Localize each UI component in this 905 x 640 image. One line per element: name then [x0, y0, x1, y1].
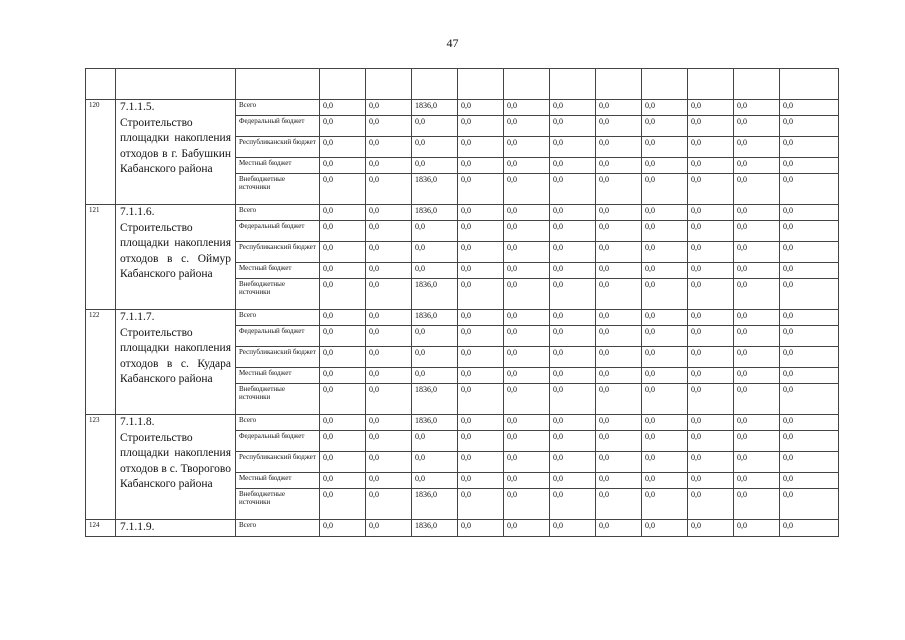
value-cell: 0,0 [642, 326, 688, 347]
measure-description: Строительство площадки накопления отходов в с. Творогово Кабанского района [120, 431, 231, 490]
value-cell: 0,0 [688, 263, 734, 279]
value-cell: 0,0 [688, 158, 734, 174]
value-cell: 0,0 [320, 158, 366, 174]
value-cell: 0,0 [550, 347, 596, 368]
value-cell: 0,0 [780, 520, 839, 537]
value-cell: 1836,0 [412, 489, 458, 520]
value-cell: 0,0 [504, 205, 550, 221]
funding-source: Местный бюджет [236, 368, 320, 384]
value-cell: 0,0 [412, 221, 458, 242]
value-cell: 0,0 [504, 368, 550, 384]
measure-name [116, 205, 236, 310]
value-cell: 0,0 [320, 368, 366, 384]
value-cell: 0,0 [688, 100, 734, 116]
value-cell: 0,0 [734, 384, 780, 415]
value-cell: 0,0 [642, 520, 688, 537]
value-cell: 0,0 [550, 116, 596, 137]
measure-code: 7.1.1.6. [120, 206, 155, 218]
funding-source: Внебюджетные источники [236, 384, 320, 415]
funding-source: Федеральный бюджет [236, 326, 320, 347]
value-cell: 0,0 [734, 279, 780, 310]
value-cell: 0,0 [412, 473, 458, 489]
value-cell: 0,0 [458, 263, 504, 279]
value-cell: 0,0 [688, 326, 734, 347]
value-cell: 0,0 [504, 100, 550, 116]
value-cell: 0,0 [320, 137, 366, 158]
value-cell: 0,0 [550, 174, 596, 205]
value-cell: 0,0 [688, 452, 734, 473]
value-cell: 0,0 [412, 263, 458, 279]
value-cell: 0,0 [734, 368, 780, 384]
value-cell: 0,0 [458, 174, 504, 205]
value-cell: 0,0 [504, 452, 550, 473]
funding-source: Федеральный бюджет [236, 116, 320, 137]
value-cell: 0,0 [412, 452, 458, 473]
value-cell: 0,0 [504, 310, 550, 326]
table-header-row [86, 69, 839, 100]
funding-source: Федеральный бюджет [236, 431, 320, 452]
value-cell: 0,0 [412, 368, 458, 384]
value-cell: 0,0 [366, 384, 412, 415]
value-cell: 0,0 [780, 205, 839, 221]
value-cell: 0,0 [550, 205, 596, 221]
header-cell [596, 69, 642, 100]
value-cell: 0,0 [642, 368, 688, 384]
value-cell: 0,0 [366, 473, 412, 489]
value-cell: 0,0 [320, 415, 366, 431]
value-cell: 0,0 [366, 310, 412, 326]
value-cell: 1836,0 [412, 520, 458, 537]
value-cell: 0,0 [780, 368, 839, 384]
value-cell: 1836,0 [412, 174, 458, 205]
value-cell: 0,0 [320, 431, 366, 452]
value-cell: 0,0 [412, 137, 458, 158]
value-cell: 1836,0 [412, 415, 458, 431]
value-cell: 0,0 [688, 137, 734, 158]
value-cell: 0,0 [642, 452, 688, 473]
header-cell [412, 69, 458, 100]
value-cell: 0,0 [366, 347, 412, 368]
value-cell: 0,0 [458, 279, 504, 310]
value-cell: 0,0 [504, 137, 550, 158]
value-cell: 0,0 [320, 310, 366, 326]
measure-code: 7.1.1.9. [120, 521, 155, 533]
value-cell: 0,0 [320, 263, 366, 279]
value-cell: 0,0 [458, 221, 504, 242]
value-cell: 0,0 [688, 520, 734, 537]
value-cell: 0,0 [780, 137, 839, 158]
value-cell: 0,0 [688, 205, 734, 221]
value-cell: 0,0 [550, 489, 596, 520]
value-cell: 1836,0 [412, 100, 458, 116]
value-cell: 0,0 [504, 221, 550, 242]
value-cell: 0,0 [458, 452, 504, 473]
value-cell: 0,0 [550, 415, 596, 431]
value-cell: 0,0 [780, 158, 839, 174]
value-cell: 0,0 [596, 452, 642, 473]
value-cell: 0,0 [458, 116, 504, 137]
funding-source: Республиканский бюджет [236, 242, 320, 263]
value-cell: 0,0 [596, 384, 642, 415]
value-cell: 0,0 [642, 221, 688, 242]
value-cell: 0,0 [596, 368, 642, 384]
value-cell: 0,0 [412, 242, 458, 263]
value-cell: 0,0 [688, 489, 734, 520]
measure-name [116, 100, 236, 205]
value-cell: 0,0 [642, 431, 688, 452]
measure-code: 7.1.1.5. [120, 101, 155, 113]
value-cell: 0,0 [366, 137, 412, 158]
value-cell: 0,0 [550, 242, 596, 263]
table-row [86, 310, 839, 326]
value-cell: 0,0 [504, 158, 550, 174]
table-row [86, 100, 839, 116]
value-cell: 0,0 [688, 116, 734, 137]
value-cell: 0,0 [734, 100, 780, 116]
value-cell: 0,0 [596, 205, 642, 221]
header-cell [550, 69, 596, 100]
value-cell: 0,0 [734, 347, 780, 368]
value-cell: 0,0 [320, 174, 366, 205]
value-cell: 0,0 [642, 473, 688, 489]
value-cell: 0,0 [366, 279, 412, 310]
header-cell [458, 69, 504, 100]
value-cell: 1836,0 [412, 279, 458, 310]
value-cell: 0,0 [458, 137, 504, 158]
value-cell: 0,0 [734, 415, 780, 431]
value-cell: 0,0 [596, 326, 642, 347]
measure-description: Строительство площадки накопления отходов в с. Оймур Кабанского района [120, 221, 231, 280]
value-cell: 0,0 [734, 473, 780, 489]
value-cell: 0,0 [458, 310, 504, 326]
header-cell [366, 69, 412, 100]
value-cell: 0,0 [734, 263, 780, 279]
value-cell: 0,0 [320, 347, 366, 368]
value-cell: 0,0 [596, 174, 642, 205]
value-cell: 0,0 [458, 520, 504, 537]
value-cell: 0,0 [596, 100, 642, 116]
value-cell: 0,0 [642, 242, 688, 263]
header-cell [734, 69, 780, 100]
value-cell: 0,0 [642, 100, 688, 116]
value-cell: 0,0 [550, 520, 596, 537]
value-cell: 0,0 [596, 310, 642, 326]
value-cell: 0,0 [458, 431, 504, 452]
value-cell: 0,0 [458, 242, 504, 263]
value-cell: 0,0 [504, 263, 550, 279]
value-cell: 1836,0 [412, 205, 458, 221]
value-cell: 0,0 [596, 116, 642, 137]
value-cell: 0,0 [596, 242, 642, 263]
value-cell: 0,0 [504, 116, 550, 137]
value-cell: 0,0 [550, 100, 596, 116]
value-cell: 0,0 [596, 221, 642, 242]
value-cell: 0,0 [780, 116, 839, 137]
measure-code: 7.1.1.8. [120, 416, 155, 428]
value-cell: 0,0 [780, 310, 839, 326]
value-cell: 0,0 [550, 310, 596, 326]
value-cell: 0,0 [596, 520, 642, 537]
funding-source: Внебюджетные источники [236, 174, 320, 205]
value-cell: 0,0 [688, 368, 734, 384]
value-cell: 0,0 [688, 221, 734, 242]
value-cell: 0,0 [780, 326, 839, 347]
table-row [86, 205, 839, 221]
row-number: 124 [86, 520, 116, 537]
value-cell: 0,0 [734, 489, 780, 520]
value-cell: 0,0 [780, 221, 839, 242]
value-cell: 0,0 [366, 489, 412, 520]
header-cell [780, 69, 839, 100]
value-cell: 0,0 [642, 384, 688, 415]
value-cell: 0,0 [780, 489, 839, 520]
value-cell: 0,0 [596, 137, 642, 158]
value-cell: 0,0 [642, 137, 688, 158]
value-cell: 0,0 [688, 279, 734, 310]
value-cell: 0,0 [734, 137, 780, 158]
value-cell: 0,0 [366, 520, 412, 537]
value-cell: 0,0 [688, 473, 734, 489]
value-cell: 0,0 [734, 452, 780, 473]
value-cell: 0,0 [688, 347, 734, 368]
value-cell: 0,0 [504, 242, 550, 263]
value-cell: 0,0 [412, 347, 458, 368]
value-cell: 0,0 [504, 520, 550, 537]
value-cell: 0,0 [550, 452, 596, 473]
value-cell: 0,0 [320, 489, 366, 520]
value-cell: 0,0 [550, 263, 596, 279]
value-cell: 0,0 [320, 473, 366, 489]
value-cell: 0,0 [734, 174, 780, 205]
value-cell: 1836,0 [412, 384, 458, 415]
funding-source: Всего [236, 520, 320, 537]
value-cell: 0,0 [366, 368, 412, 384]
funding-source: Местный бюджет [236, 263, 320, 279]
value-cell: 0,0 [780, 473, 839, 489]
row-number: 121 [86, 205, 116, 310]
value-cell: 0,0 [642, 263, 688, 279]
funding-source: Внебюджетные источники [236, 279, 320, 310]
value-cell: 0,0 [642, 116, 688, 137]
value-cell: 0,0 [550, 473, 596, 489]
value-cell: 0,0 [780, 347, 839, 368]
value-cell: 0,0 [734, 205, 780, 221]
value-cell: 0,0 [780, 279, 839, 310]
value-cell: 0,0 [596, 347, 642, 368]
value-cell: 0,0 [412, 158, 458, 174]
row-number: 122 [86, 310, 116, 415]
value-cell: 0,0 [320, 279, 366, 310]
value-cell: 0,0 [550, 384, 596, 415]
value-cell: 0,0 [688, 242, 734, 263]
row-number: 123 [86, 415, 116, 520]
value-cell: 0,0 [596, 489, 642, 520]
value-cell: 0,0 [366, 431, 412, 452]
value-cell: 0,0 [366, 263, 412, 279]
value-cell: 0,0 [458, 158, 504, 174]
value-cell: 0,0 [734, 116, 780, 137]
measure-name [116, 415, 236, 520]
value-cell: 0,0 [458, 326, 504, 347]
value-cell: 0,0 [596, 263, 642, 279]
value-cell: 0,0 [688, 174, 734, 205]
value-cell: 0,0 [688, 415, 734, 431]
value-cell: 0,0 [458, 347, 504, 368]
table-row [86, 520, 839, 537]
value-cell: 0,0 [642, 158, 688, 174]
value-cell: 0,0 [550, 279, 596, 310]
value-cell: 0,0 [780, 242, 839, 263]
value-cell: 0,0 [458, 100, 504, 116]
measure-description: Строительство площадки накопления отходов в с. Кудара Кабанского района [120, 326, 231, 385]
value-cell: 0,0 [320, 384, 366, 415]
funding-source: Республиканский бюджет [236, 137, 320, 158]
value-cell: 0,0 [780, 415, 839, 431]
value-cell: 0,0 [734, 431, 780, 452]
value-cell: 0,0 [734, 242, 780, 263]
header-cell [688, 69, 734, 100]
value-cell: 0,0 [642, 347, 688, 368]
value-cell: 0,0 [458, 489, 504, 520]
value-cell: 0,0 [458, 415, 504, 431]
budget-table [85, 68, 839, 537]
value-cell: 0,0 [320, 452, 366, 473]
header-cell [236, 69, 320, 100]
value-cell: 0,0 [412, 431, 458, 452]
row-number: 120 [86, 100, 116, 205]
value-cell: 0,0 [504, 489, 550, 520]
value-cell: 0,0 [688, 310, 734, 326]
value-cell: 0,0 [688, 384, 734, 415]
header-cell [504, 69, 550, 100]
value-cell: 0,0 [780, 174, 839, 205]
value-cell: 0,0 [780, 100, 839, 116]
value-cell: 0,0 [780, 431, 839, 452]
value-cell: 0,0 [458, 384, 504, 415]
value-cell: 0,0 [412, 326, 458, 347]
value-cell: 0,0 [366, 326, 412, 347]
value-cell: 0,0 [412, 116, 458, 137]
value-cell: 0,0 [366, 221, 412, 242]
value-cell: 0,0 [504, 174, 550, 205]
value-cell: 0,0 [504, 384, 550, 415]
value-cell: 0,0 [366, 174, 412, 205]
page-number: 47 [446, 36, 459, 50]
measure-description: Строительство площадки накопления отходов в г. Бабушкин Кабанского района [120, 116, 231, 175]
value-cell: 0,0 [458, 473, 504, 489]
value-cell: 1836,0 [412, 310, 458, 326]
value-cell: 0,0 [734, 520, 780, 537]
value-cell: 0,0 [366, 100, 412, 116]
value-cell: 0,0 [366, 452, 412, 473]
header-cell [642, 69, 688, 100]
value-cell: 0,0 [550, 137, 596, 158]
funding-source: Республиканский бюджет [236, 347, 320, 368]
value-cell: 0,0 [780, 452, 839, 473]
value-cell: 0,0 [366, 205, 412, 221]
funding-source: Местный бюджет [236, 473, 320, 489]
value-cell: 0,0 [550, 326, 596, 347]
value-cell: 0,0 [504, 431, 550, 452]
value-cell: 0,0 [504, 326, 550, 347]
value-cell: 0,0 [366, 242, 412, 263]
value-cell: 0,0 [366, 415, 412, 431]
funding-source: Республиканский бюджет [236, 452, 320, 473]
value-cell: 0,0 [734, 221, 780, 242]
value-cell: 0,0 [550, 158, 596, 174]
header-cell [320, 69, 366, 100]
value-cell: 0,0 [320, 520, 366, 537]
value-cell: 0,0 [734, 310, 780, 326]
measure-code: 7.1.1.7. [120, 311, 155, 323]
value-cell: 0,0 [780, 263, 839, 279]
value-cell: 0,0 [320, 242, 366, 263]
funding-source: Всего [236, 415, 320, 431]
value-cell: 0,0 [780, 384, 839, 415]
header-cell [86, 69, 116, 100]
value-cell: 0,0 [642, 310, 688, 326]
value-cell: 0,0 [320, 205, 366, 221]
funding-source: Всего [236, 100, 320, 116]
value-cell: 0,0 [642, 415, 688, 431]
value-cell: 0,0 [320, 116, 366, 137]
funding-source: Местный бюджет [236, 158, 320, 174]
value-cell: 0,0 [504, 279, 550, 310]
value-cell: 0,0 [596, 431, 642, 452]
value-cell: 0,0 [596, 415, 642, 431]
value-cell: 0,0 [642, 174, 688, 205]
value-cell: 0,0 [366, 158, 412, 174]
value-cell: 0,0 [734, 326, 780, 347]
value-cell: 0,0 [458, 205, 504, 221]
value-cell: 0,0 [550, 431, 596, 452]
value-cell: 0,0 [366, 116, 412, 137]
measure-name [116, 310, 236, 415]
value-cell: 0,0 [596, 158, 642, 174]
value-cell: 0,0 [320, 100, 366, 116]
funding-source: Федеральный бюджет [236, 221, 320, 242]
funding-source: Внебюджетные источники [236, 489, 320, 520]
table-row [86, 415, 839, 431]
value-cell: 0,0 [688, 431, 734, 452]
header-cell [116, 69, 236, 100]
value-cell: 0,0 [504, 473, 550, 489]
value-cell: 0,0 [642, 279, 688, 310]
funding-source: Всего [236, 310, 320, 326]
measure-name [116, 520, 236, 537]
value-cell: 0,0 [596, 279, 642, 310]
value-cell: 0,0 [550, 221, 596, 242]
value-cell: 0,0 [596, 473, 642, 489]
value-cell: 0,0 [504, 347, 550, 368]
value-cell: 0,0 [642, 205, 688, 221]
value-cell: 0,0 [734, 158, 780, 174]
value-cell: 0,0 [320, 326, 366, 347]
value-cell: 0,0 [642, 489, 688, 520]
value-cell: 0,0 [320, 221, 366, 242]
value-cell: 0,0 [504, 415, 550, 431]
value-cell: 0,0 [550, 368, 596, 384]
funding-source: Всего [236, 205, 320, 221]
value-cell: 0,0 [458, 368, 504, 384]
